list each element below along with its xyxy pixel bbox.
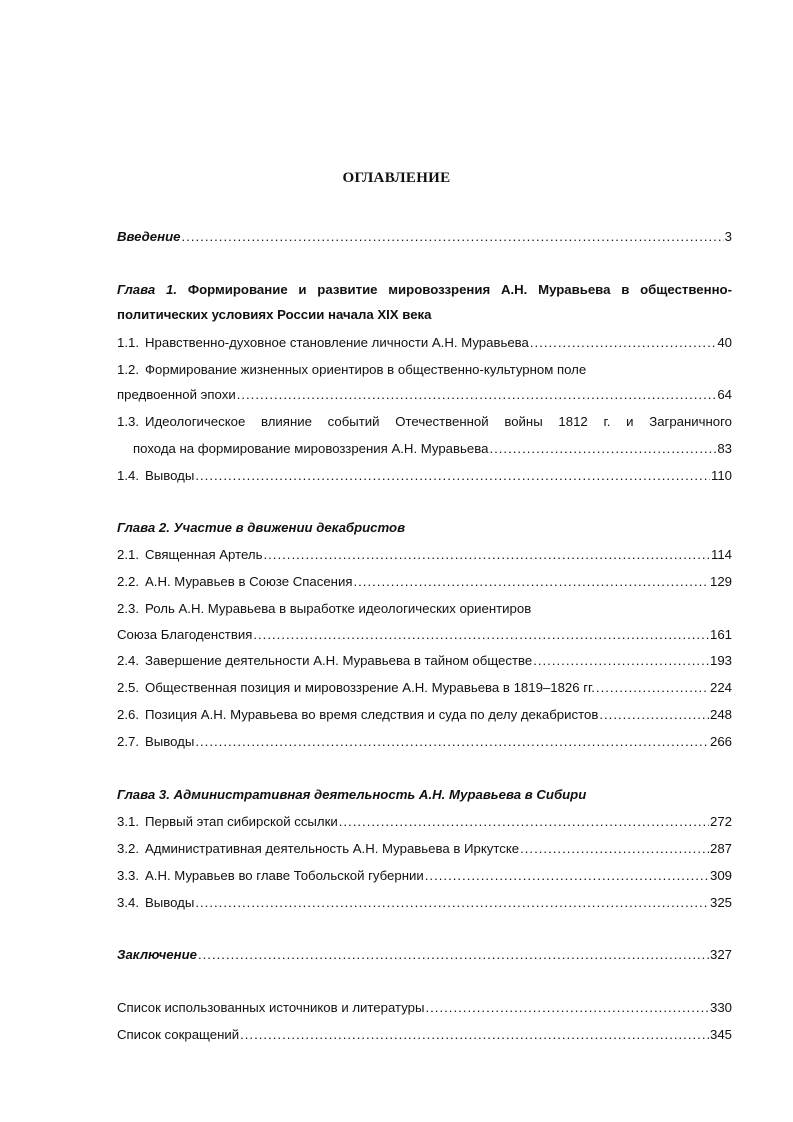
toc-label: Завершение деятельности А.Н. Муравьева в тайном обществе xyxy=(145,653,533,668)
toc-label: Формирование жизненных ориентиров в общественно-культурном поле xyxy=(145,362,587,377)
toc-entry-2-3 xyxy=(117,600,732,618)
toc-label: Выводы xyxy=(145,895,195,910)
section-number: 3.3. xyxy=(117,868,139,883)
section-number: 2.4. xyxy=(117,653,139,668)
section-number: 2.6. xyxy=(117,707,139,722)
chapter-label: Глава 1. xyxy=(117,282,178,297)
toc-label: Выводы xyxy=(145,734,195,749)
toc-entry-3-3 xyxy=(117,867,732,885)
toc-page-number: 193 xyxy=(709,653,732,668)
toc-page-number: 64 xyxy=(717,387,732,402)
toc-label: Общественная позиция и мировоззрение А.Н. Муравьева в 1819–1826 гг. xyxy=(145,680,595,695)
section-number: 3.2. xyxy=(117,841,139,856)
toc-page-number: 3 xyxy=(724,229,732,244)
toc-label-cont: Союза Благоденствия xyxy=(117,627,253,642)
dot-leader xyxy=(599,706,709,724)
chapter-3-heading: Глава 3. Административная деятельность А.Н. Муравьева в Сибири xyxy=(117,787,587,802)
toc-entry-2-4 xyxy=(117,652,732,670)
toc-page-number: 129 xyxy=(709,574,732,589)
chapter-1-heading-cont: политических условиях России начала XIX века xyxy=(117,307,432,322)
dot-leader xyxy=(240,1026,709,1044)
toc-label: Священная Артель xyxy=(145,547,263,562)
toc-entry-2-5 xyxy=(117,679,732,697)
toc-label-cont: предвоенной эпохи xyxy=(117,387,236,402)
toc-page-number: 83 xyxy=(717,441,732,456)
section-number: 2.3. xyxy=(117,601,139,616)
dot-leader xyxy=(182,228,724,246)
section-number: 1.1. xyxy=(117,335,139,350)
toc-entry-abbreviations xyxy=(117,1026,732,1044)
toc-label-cont: похода на формирование мировоззрения А.Н. Муравьева xyxy=(133,441,489,456)
toc-entry-2-1 xyxy=(117,546,732,564)
dot-leader xyxy=(533,652,709,670)
dot-leader xyxy=(596,679,709,697)
dot-leader xyxy=(339,813,709,831)
toc-page-number: 161 xyxy=(709,627,732,642)
toc-label: Список сокращений xyxy=(117,1027,240,1042)
section-number: 2.5. xyxy=(117,680,139,695)
dot-leader xyxy=(263,546,710,564)
toc-label: Позиция А.Н. Муравьева во время следствия и суда по делу декабристов xyxy=(145,707,599,722)
toc-entry-conclusion xyxy=(117,946,732,964)
toc-label: Заключение xyxy=(117,947,197,962)
toc-label: Роль А.Н. Муравьева в выработке идеологических ориентиров xyxy=(145,601,532,616)
section-number: 2.7. xyxy=(117,734,139,749)
section-number: 1.4. xyxy=(117,468,139,483)
toc-page-number: 287 xyxy=(709,841,732,856)
toc-label: Введение xyxy=(117,229,181,244)
page-title: ОГЛАВЛЕНИЕ xyxy=(342,170,451,186)
toc-label: Нравственно-духовное становление личности А.Н. Муравьева xyxy=(145,335,529,350)
dot-leader xyxy=(237,386,717,404)
dot-leader xyxy=(198,946,709,964)
dot-leader xyxy=(530,334,716,352)
toc-page-number: 325 xyxy=(709,895,732,910)
toc-entry-2-2 xyxy=(117,573,732,591)
toc-page-number: 110 xyxy=(710,468,732,483)
section-number: 1.2. xyxy=(117,362,139,377)
dot-leader xyxy=(195,467,710,485)
toc-entry-2-3-cont xyxy=(117,626,732,644)
toc-label: Список использованных источников и литературы xyxy=(117,1000,425,1015)
toc-page-number: 327 xyxy=(709,947,732,962)
section-number: 3.1. xyxy=(117,814,139,829)
toc-label: Первый этап сибирской ссылки xyxy=(145,814,338,829)
chapter-title-line1: Формирование и развитие мировоззрения А.Н. Муравьева в общественно- xyxy=(187,282,732,297)
dot-leader xyxy=(195,894,709,912)
toc-page-number: 330 xyxy=(709,1000,732,1015)
toc-entry-3-2 xyxy=(117,840,732,858)
dot-leader xyxy=(425,867,709,885)
dot-leader xyxy=(520,840,709,858)
toc-page-number: 272 xyxy=(709,814,732,829)
toc-label: Идеологическое влияние событий Отечественной войны 1812 г. и Заграничного xyxy=(145,414,732,429)
toc-page-number: 40 xyxy=(717,335,732,350)
toc-entry-1-4 xyxy=(117,467,732,485)
dot-leader xyxy=(195,733,709,751)
toc-entry-3-1 xyxy=(117,813,732,831)
chapter-1-heading xyxy=(117,281,732,299)
section-number: 2.2. xyxy=(117,574,139,589)
toc-entry-introduction xyxy=(117,228,732,246)
toc-page-number: 248 xyxy=(709,707,732,722)
toc-entry-1-1 xyxy=(117,334,732,352)
toc-label: Административная деятельность А.Н. Муравьева в Иркутске xyxy=(145,841,520,856)
toc-entry-1-3-cont xyxy=(133,440,732,458)
toc-label: Выводы xyxy=(145,468,195,483)
section-number: 1.3. xyxy=(117,414,139,429)
section-number: 3.4. xyxy=(117,895,139,910)
toc-label: А.Н. Муравьев в Союзе Спасения xyxy=(145,574,353,589)
toc-label: А.Н. Муравьев во главе Тобольской губернии xyxy=(145,868,424,883)
dot-leader xyxy=(425,999,709,1017)
dot-leader xyxy=(253,626,709,644)
dot-leader xyxy=(353,573,709,591)
toc-entry-2-7 xyxy=(117,733,732,751)
dot-leader xyxy=(489,440,716,458)
toc-entry-1-3 xyxy=(117,413,732,431)
toc-page-number: 114 xyxy=(710,547,732,562)
toc-entry-2-6 xyxy=(117,706,732,724)
section-number: 2.1. xyxy=(117,547,139,562)
toc-page-number: 345 xyxy=(709,1027,732,1042)
toc-entry-3-4 xyxy=(117,894,732,912)
toc-entry-sources xyxy=(117,999,732,1017)
toc-page-number: 224 xyxy=(709,680,732,695)
chapter-2-heading: Глава 2. Участие в движении декабристов xyxy=(117,520,406,535)
toc-page-number: 266 xyxy=(709,734,732,749)
toc-entry-1-2 xyxy=(117,361,732,379)
toc-page-number: 309 xyxy=(709,868,732,883)
toc-entry-1-2-cont xyxy=(117,386,732,404)
